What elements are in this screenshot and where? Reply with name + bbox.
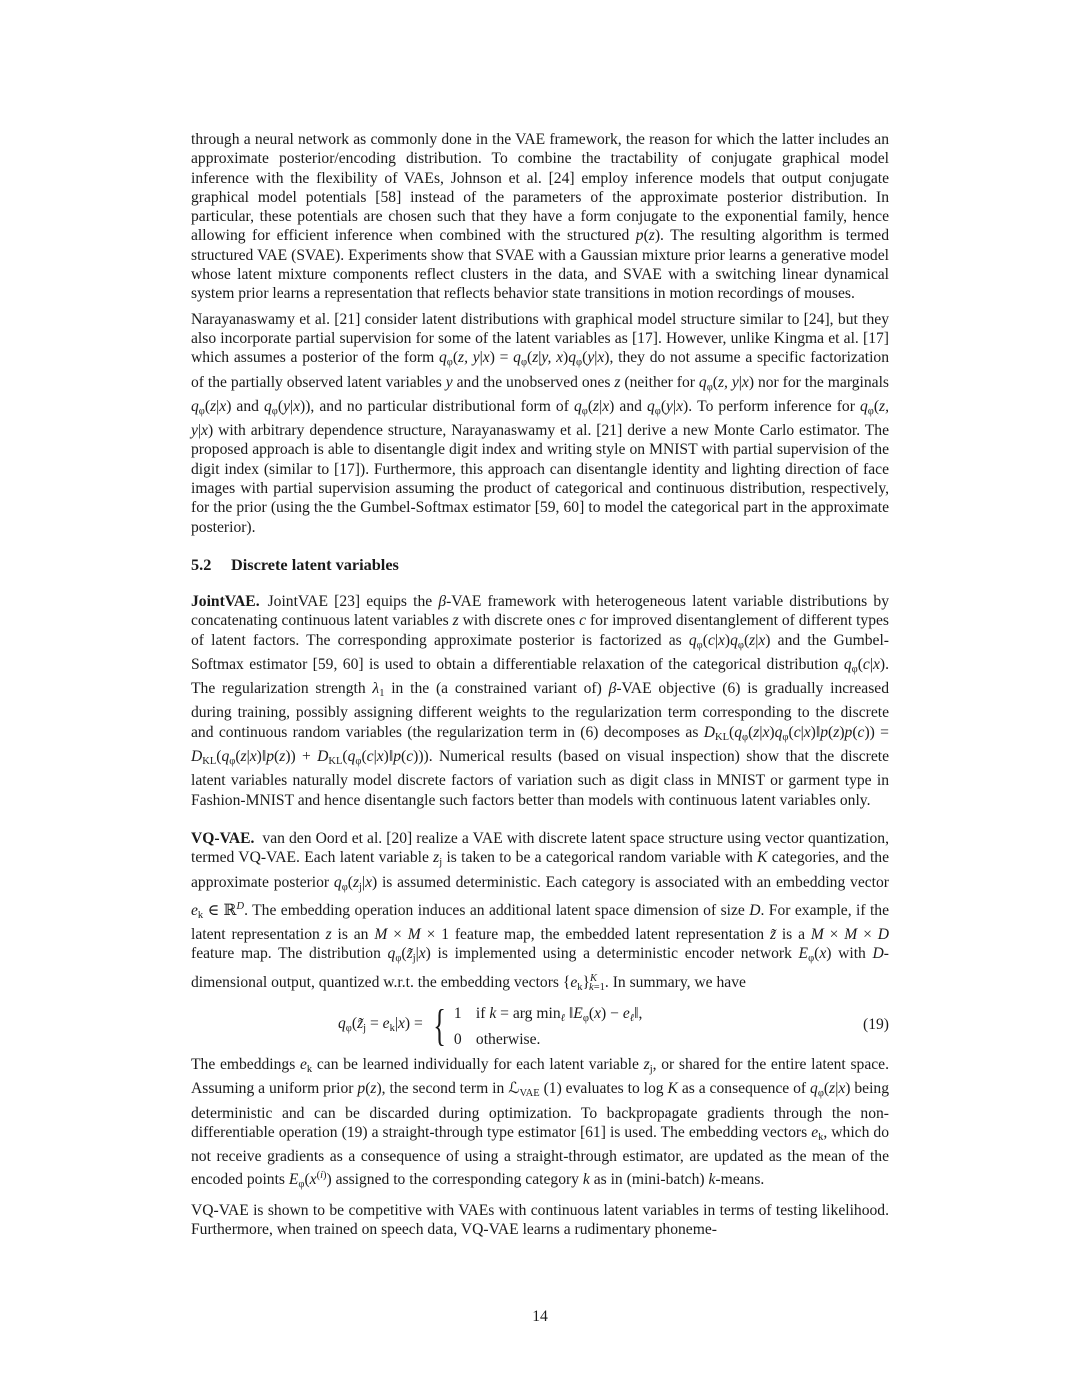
paragraph-vqvae-results: VQ-VAE is shown to be competitive with VAEs with continuous latent variables in terms of testing likelihood. Furthermore, when trained on speech data, VQ-VAE learns a rudimentary phoneme- — [191, 1201, 889, 1239]
paragraph-vqvae: VQ-VAE. van den Oord et al. [20] realize a VAE with discrete latent space structure using vector quantization, termed VQ-VAE. Each latent variable $z_j$ is taken to be a categorical random variable with K categories, and the approximate posterior $q_\varphi(z_j|x)$ is assumed deterministic. Each category is associated with an embedding vector $e_k$ ∈ ℝ$^D$. The embedding operation induces an additional latent space dimension of size D. For example, if the latent representation z is an M × M × 1 feature map, the embedded latent representation z̃ is a M × M × D feature map. The distribution $q_\varphi(z̃_j|x)$ is implemented using a deterministic encoder network $E_\varphi(x)$ with D-dimensional output, quantized w.r.t. the embedding vectors $\{e_k\}^K_{k=1}$. In summary, we have — [191, 829, 890, 993]
paragraph-narayanaswamy: Narayanaswamy et al. [21] consider latent distributions with graphical model structure similar to [24], but they also incorporate partial supervision for some of the latent variables as [17]. However, unlike Kingma et al. [17] which assumes a posterior of the form $q_\varphi(z$, $y|x) = q_\varphi(z|y$, $x)q_\varphi(y|x)$, they do not assume a specific factorization of the partially observed latent variables y and the unobserved ones z (neither for $q_\varphi(z$, y|x) nor for the marginals $q_\varphi(z|x)$ and $q_\varphi(y|x)$), and no particular distributional form of $q_\varphi(z|x)$ and $q_\varphi(y|x)$. To perform inference for $q_\varphi(z$, y|x) with arbitrary dependence structure, Narayanaswamy et al. [21] derive a new Monte Carlo estimator. The proposed approach is able to disentangle digit index and writing style on MNIST with partial supervision of the digit index (similar to [17]). Furthermore, this approach can disentangle identity and lighting direction of face images with partial supervision assuming the product of categorical and continuous distribution, respectively, for the prior (using the the Gumbel-Softmax estimator [59, 60] to model the categorical part in the approximate posterior). — [191, 310, 889, 536]
equation-body: $q_\varphi(z̃_j = e_k|x)$ = { 1 if k = arg $\min_\ell$ $‖E_\varphi(x)$ − $e_\ell‖$, 0 otherwise. — [338, 1001, 643, 1051]
section-heading — [191, 555, 889, 575]
paragraph-jointvae: JointVAE. JointVAE [23] equips the β-VAE framework with heterogeneous latent variable distributions by concatenating continuous latent variables z with discrete ones c for improved disentanglement of different types of latent factors. The corresponding approximate posterior is factorized as $q_\varphi(c|x)q_\varphi(z|x)$ and the Gumbel-Softmax estimator [59, 60] is used to obtain a differentiable relaxation of the categorical distribution $q_\varphi(c|x)$. The regularization strength $\lambda_1$ in the (a constrained variant of) β-VAE objective (6) is gradually increased during training, possibly assigning different weights to the regularization term corresponding to the discrete and continuous random variables (the regularization term in (6) decomposes as $D_{KL}(q_\varphi(z|x)q_\varphi(c|x)‖p(z)p(c))$ = $D_{KL}(q_\varphi(z|x)‖p(z))$ + $D_{KL}(q_\varphi(c|x)‖p(c))$). Numerical results (based on visual inspection) show that the discrete latent variables naturally model discrete factors of variation such as digit class in MNIST or garment type in Fashion-MNIST and hence disentangle such factors better than models with continuous latent variables only. — [191, 592, 890, 809]
vqvae-heading: VQ-VAE. — [191, 829, 255, 847]
jointvae-heading: JointVAE. — [191, 592, 260, 610]
section-number: 5.2 — [191, 554, 212, 574]
paragraph-svae: through a neural network as commonly done in the VAE framework, the reason for which the latter includes an approximate posterior/encoding distribution. To combine the tractability of conjugate graphical model inference with the flexibility of VAEs, Johnson et al. [24] employ inference models that output conjugate graphical model potentials [58] instead of the parameters of the approximate posterior distribution. In particular, these potentials are chosen such that they have a form conjugate to the exponential family, hence allowing for efficient inference when combined with the structured p(z). The resulting algorithm is termed structured VAE (SVAE). Experiments show that SVAE with a Gaussian mixture prior learns a generative model whose latent mixture components reflect clusters in the data, and SVAE with a switching linear dynamical system prior learns a representation that reflects behavior state transitions in motion recordings of mouses. — [191, 131, 889, 303]
equation-number: (19) — [863, 1015, 889, 1033]
equation-19 — [191, 999, 889, 1053]
paragraph-embeddings: The embeddings $e_k$ can be learned individually for each latent variable $z_j$, or shared for the entire latent space. Assuming a uniform prior p(z), the second term in ℒ$_{VAE}$ (1) evaluates to log K as a consequence of $q_\varphi(z|x)$ being deterministic and can be discarded during optimization. To backpropagate gradients through the non-differentiable operation (19) a straight-through type estimator [61] is used. The embedding vectors $e_k$, which do not receive gradients as a consequence of using a straight-through estimator, are updated as the mean of the encoded points $E_\varphi(x^{(i)})$ assigned to the corresponding category k as in (mini-batch) k-means. — [191, 1055, 889, 1191]
paper-page — [191, 130, 889, 1239]
equation-case-1: 1 if k = arg $\min_\ell$ $‖E_\varphi(x)$ − $e_\ell‖$, — [453, 1004, 643, 1024]
brace: { — [432, 1001, 446, 1051]
equation-case-2: 0 otherwise. — [453, 1030, 541, 1048]
page-number: 14 — [532, 1308, 548, 1325]
section-title: Discrete latent variables — [231, 554, 399, 574]
